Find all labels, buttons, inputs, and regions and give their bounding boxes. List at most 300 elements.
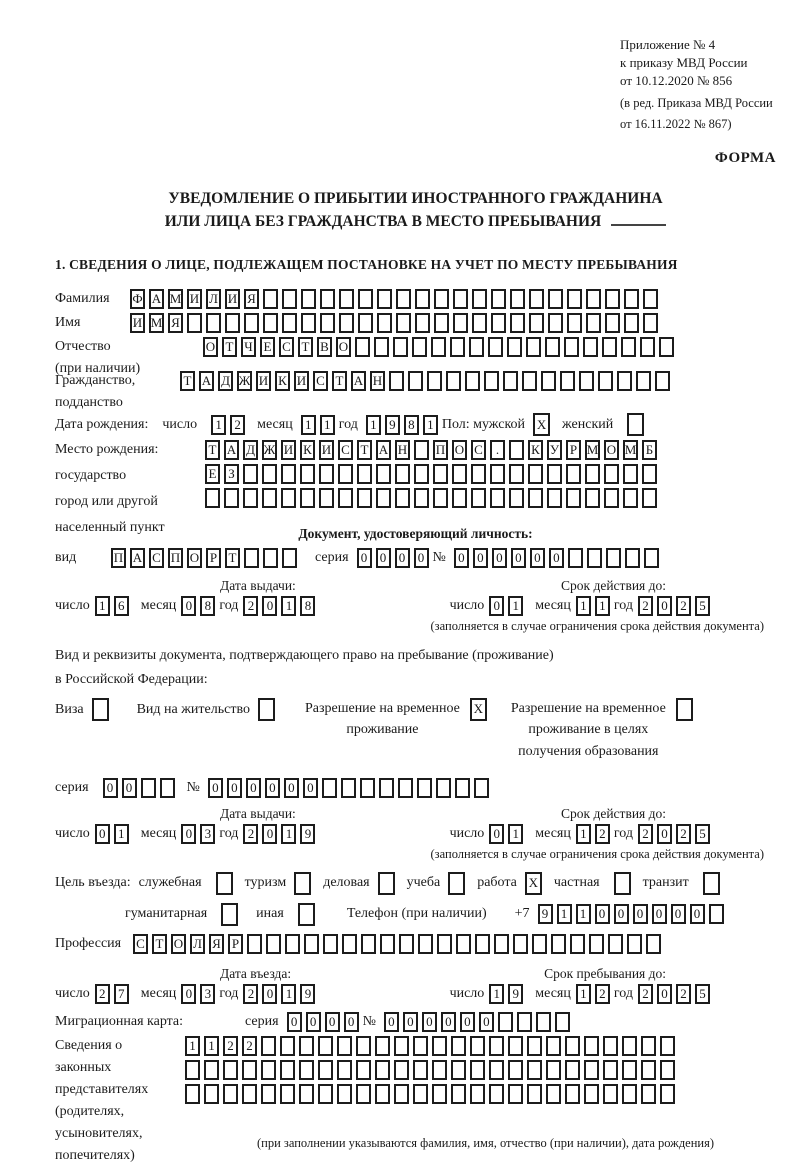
char-box[interactable]	[285, 934, 300, 954]
char-box[interactable]	[356, 1084, 371, 1104]
char-box[interactable]: В	[317, 337, 332, 357]
char-box[interactable]	[451, 1084, 466, 1104]
char-box[interactable]	[508, 1060, 523, 1080]
char-box[interactable]	[244, 548, 259, 568]
char-box[interactable]	[242, 1060, 257, 1080]
char-box[interactable]	[341, 778, 356, 798]
char-box[interactable]	[642, 464, 657, 484]
char-box[interactable]	[526, 337, 541, 357]
char-box[interactable]	[434, 289, 449, 309]
char-box[interactable]	[536, 1012, 551, 1032]
char-box[interactable]	[204, 1084, 219, 1104]
char-box[interactable]: 1	[185, 1036, 200, 1056]
char-box[interactable]	[621, 337, 636, 357]
char-box[interactable]: 0	[122, 778, 137, 798]
char-box[interactable]	[606, 548, 621, 568]
char-box[interactable]	[357, 464, 372, 484]
char-box[interactable]: Б	[642, 440, 657, 460]
char-box[interactable]	[399, 934, 414, 954]
char-box[interactable]	[640, 337, 655, 357]
char-box[interactable]	[452, 464, 467, 484]
char-box[interactable]	[528, 464, 543, 484]
char-box[interactable]: С	[313, 371, 328, 391]
char-box[interactable]	[433, 464, 448, 484]
char-box[interactable]	[527, 1060, 542, 1080]
char-box[interactable]	[395, 464, 410, 484]
char-box[interactable]	[242, 1084, 257, 1104]
char-box[interactable]	[617, 371, 632, 391]
char-box[interactable]	[318, 1036, 333, 1056]
char-box[interactable]: 0	[441, 1012, 456, 1032]
char-box[interactable]	[488, 337, 503, 357]
char-box[interactable]	[546, 1060, 561, 1080]
char-box[interactable]	[494, 934, 509, 954]
char-box[interactable]	[498, 1012, 513, 1032]
char-box[interactable]: 0	[657, 824, 672, 844]
char-box[interactable]: Т	[152, 934, 167, 954]
char-box[interactable]	[427, 371, 442, 391]
char-box[interactable]	[584, 1060, 599, 1080]
char-box[interactable]	[432, 1060, 447, 1080]
char-box[interactable]: 0	[325, 1012, 340, 1032]
char-box[interactable]: И	[187, 289, 202, 309]
char-box[interactable]	[709, 904, 724, 924]
char-box[interactable]	[393, 337, 408, 357]
char-box[interactable]: 0	[549, 548, 564, 568]
char-box[interactable]	[509, 464, 524, 484]
char-box[interactable]: 0	[492, 548, 507, 568]
char-box[interactable]: 1	[576, 984, 591, 1004]
char-box[interactable]: X	[533, 413, 550, 436]
char-box[interactable]	[375, 1036, 390, 1056]
char-box[interactable]	[471, 464, 486, 484]
char-box[interactable]: 2	[676, 824, 691, 844]
char-box[interactable]: 0	[103, 778, 118, 798]
char-box[interactable]: О	[203, 337, 218, 357]
char-box[interactable]	[446, 371, 461, 391]
char-box[interactable]: 0	[181, 984, 196, 1004]
char-box[interactable]	[527, 1036, 542, 1056]
char-box[interactable]	[299, 1084, 314, 1104]
char-box[interactable]	[676, 698, 693, 721]
char-box[interactable]: 7	[114, 984, 129, 1004]
char-box[interactable]	[605, 313, 620, 333]
char-box[interactable]	[451, 1060, 466, 1080]
char-box[interactable]: 0	[690, 904, 705, 924]
char-box[interactable]	[586, 313, 601, 333]
char-box[interactable]	[437, 934, 452, 954]
char-box[interactable]	[160, 778, 175, 798]
char-box[interactable]: 2	[243, 824, 258, 844]
char-box[interactable]	[394, 1084, 409, 1104]
char-box[interactable]	[655, 371, 670, 391]
char-box[interactable]	[247, 934, 262, 954]
char-box[interactable]: 1	[595, 596, 610, 616]
char-box[interactable]: 2	[595, 824, 610, 844]
char-box[interactable]: 1	[281, 596, 296, 616]
char-box[interactable]	[489, 1084, 504, 1104]
char-box[interactable]	[517, 1012, 532, 1032]
char-box[interactable]: X	[470, 698, 487, 721]
char-box[interactable]	[415, 289, 430, 309]
char-box[interactable]: А	[130, 548, 145, 568]
char-box[interactable]: А	[376, 440, 391, 460]
char-box[interactable]: 2	[223, 1036, 238, 1056]
char-box[interactable]: И	[130, 313, 145, 333]
char-box[interactable]: 1	[211, 415, 226, 435]
char-box[interactable]	[414, 464, 429, 484]
char-box[interactable]	[374, 337, 389, 357]
char-box[interactable]: 1	[576, 904, 591, 924]
char-box[interactable]: 0	[530, 548, 545, 568]
char-box[interactable]	[223, 1084, 238, 1104]
char-box[interactable]	[491, 289, 506, 309]
char-box[interactable]	[280, 1084, 295, 1104]
char-box[interactable]	[579, 371, 594, 391]
char-box[interactable]	[337, 1084, 352, 1104]
char-box[interactable]	[301, 289, 316, 309]
char-box[interactable]: И	[256, 371, 271, 391]
char-box[interactable]	[300, 464, 315, 484]
char-box[interactable]: 0	[284, 778, 299, 798]
char-box[interactable]	[337, 1036, 352, 1056]
char-box[interactable]: К	[300, 440, 315, 460]
char-box[interactable]: 2	[638, 984, 653, 1004]
char-box[interactable]: К	[275, 371, 290, 391]
char-box[interactable]	[377, 313, 392, 333]
char-box[interactable]: 1	[576, 596, 591, 616]
char-box[interactable]: К	[528, 440, 543, 460]
char-box[interactable]: 0	[473, 548, 488, 568]
char-box[interactable]	[258, 698, 275, 721]
char-box[interactable]: С	[338, 440, 353, 460]
char-box[interactable]: С	[133, 934, 148, 954]
char-box[interactable]	[413, 1084, 428, 1104]
char-box[interactable]: 2	[95, 984, 110, 1004]
char-box[interactable]	[528, 488, 543, 508]
char-box[interactable]	[565, 1036, 580, 1056]
char-box[interactable]: 1	[204, 1036, 219, 1056]
char-box[interactable]: X	[525, 872, 542, 895]
char-box[interactable]	[339, 289, 354, 309]
char-box[interactable]: О	[336, 337, 351, 357]
char-box[interactable]	[281, 488, 296, 508]
char-box[interactable]	[566, 488, 581, 508]
char-box[interactable]: Н	[370, 371, 385, 391]
char-box[interactable]	[358, 289, 373, 309]
char-box[interactable]	[564, 337, 579, 357]
char-box[interactable]: Р	[228, 934, 243, 954]
char-box[interactable]: А	[224, 440, 239, 460]
char-box[interactable]: 0	[657, 984, 672, 1004]
char-box[interactable]: 1	[301, 415, 316, 435]
char-box[interactable]: 2	[230, 415, 245, 435]
char-box[interactable]	[491, 313, 506, 333]
char-box[interactable]	[608, 934, 623, 954]
char-box[interactable]	[432, 1084, 447, 1104]
char-box[interactable]	[513, 934, 528, 954]
char-box[interactable]: П	[168, 548, 183, 568]
char-box[interactable]: О	[452, 440, 467, 460]
char-box[interactable]	[338, 464, 353, 484]
char-box[interactable]	[624, 289, 639, 309]
char-box[interactable]: Е	[205, 464, 220, 484]
char-box[interactable]	[598, 371, 613, 391]
char-box[interactable]	[548, 313, 563, 333]
char-box[interactable]	[339, 313, 354, 333]
char-box[interactable]: Т	[225, 548, 240, 568]
char-box[interactable]	[545, 337, 560, 357]
char-box[interactable]	[565, 1084, 580, 1104]
char-box[interactable]	[282, 289, 297, 309]
char-box[interactable]	[378, 872, 395, 895]
char-box[interactable]	[376, 488, 391, 508]
char-box[interactable]	[508, 1036, 523, 1056]
char-box[interactable]	[604, 464, 619, 484]
char-box[interactable]: П	[111, 548, 126, 568]
char-box[interactable]	[527, 1084, 542, 1104]
char-box[interactable]	[187, 313, 202, 333]
char-box[interactable]: 8	[200, 596, 215, 616]
char-box[interactable]: У	[547, 440, 562, 460]
char-box[interactable]	[355, 337, 370, 357]
char-box[interactable]	[414, 488, 429, 508]
char-box[interactable]	[282, 548, 297, 568]
char-box[interactable]: 0	[671, 904, 686, 924]
char-box[interactable]: 9	[538, 904, 553, 924]
char-box[interactable]: Т	[222, 337, 237, 357]
char-box[interactable]: 1	[366, 415, 381, 435]
char-box[interactable]: 1	[95, 596, 110, 616]
char-box[interactable]	[338, 488, 353, 508]
char-box[interactable]	[433, 488, 448, 508]
char-box[interactable]	[585, 464, 600, 484]
char-box[interactable]: 0	[208, 778, 223, 798]
char-box[interactable]	[304, 934, 319, 954]
char-box[interactable]	[624, 313, 639, 333]
char-box[interactable]	[452, 488, 467, 508]
char-box[interactable]: И	[281, 440, 296, 460]
char-box[interactable]: Т	[180, 371, 195, 391]
char-box[interactable]	[644, 548, 659, 568]
char-box[interactable]	[622, 1060, 637, 1080]
char-box[interactable]: 1	[576, 824, 591, 844]
char-box[interactable]: 3	[200, 984, 215, 1004]
char-box[interactable]	[244, 313, 259, 333]
char-box[interactable]	[585, 488, 600, 508]
char-box[interactable]: Я	[168, 313, 183, 333]
char-box[interactable]: 0	[633, 904, 648, 924]
char-box[interactable]	[450, 337, 465, 357]
char-box[interactable]	[263, 313, 278, 333]
char-box[interactable]	[337, 1060, 352, 1080]
char-box[interactable]	[471, 488, 486, 508]
char-box[interactable]: Ж	[237, 371, 252, 391]
char-box[interactable]: 0	[376, 548, 391, 568]
char-box[interactable]: 8	[404, 415, 419, 435]
char-box[interactable]: 0	[265, 778, 280, 798]
char-box[interactable]: Ф	[130, 289, 145, 309]
char-box[interactable]	[532, 934, 547, 954]
char-box[interactable]	[522, 371, 537, 391]
char-box[interactable]: 1	[557, 904, 572, 924]
char-box[interactable]: 1	[508, 596, 523, 616]
char-box[interactable]: Н	[395, 440, 410, 460]
char-box[interactable]: 1	[508, 824, 523, 844]
char-box[interactable]	[507, 337, 522, 357]
char-box[interactable]	[475, 934, 490, 954]
char-box[interactable]	[568, 548, 583, 568]
char-box[interactable]	[503, 371, 518, 391]
char-box[interactable]	[395, 488, 410, 508]
char-box[interactable]	[529, 289, 544, 309]
char-box[interactable]: Д	[218, 371, 233, 391]
char-box[interactable]	[660, 1060, 675, 1080]
char-box[interactable]	[263, 289, 278, 309]
char-box[interactable]: А	[351, 371, 366, 391]
char-box[interactable]: 8	[300, 596, 315, 616]
char-box[interactable]: 1	[423, 415, 438, 435]
char-box[interactable]: 0	[595, 904, 610, 924]
char-box[interactable]	[221, 903, 238, 926]
char-box[interactable]: 2	[243, 984, 258, 1004]
char-box[interactable]	[584, 1084, 599, 1104]
char-box[interactable]: Я	[244, 289, 259, 309]
char-box[interactable]	[185, 1060, 200, 1080]
char-box[interactable]	[547, 464, 562, 484]
char-box[interactable]	[603, 1036, 618, 1056]
char-box[interactable]	[396, 313, 411, 333]
char-box[interactable]: С	[471, 440, 486, 460]
char-box[interactable]: 2	[243, 596, 258, 616]
char-box[interactable]	[455, 778, 470, 798]
char-box[interactable]	[448, 872, 465, 895]
char-box[interactable]	[318, 1060, 333, 1080]
char-box[interactable]	[451, 1036, 466, 1056]
char-box[interactable]: 3	[200, 824, 215, 844]
char-box[interactable]	[299, 1036, 314, 1056]
char-box[interactable]: 2	[676, 596, 691, 616]
char-box[interactable]	[356, 1060, 371, 1080]
char-box[interactable]	[565, 1060, 580, 1080]
char-box[interactable]	[623, 464, 638, 484]
char-box[interactable]	[641, 1084, 656, 1104]
char-box[interactable]: 0	[262, 824, 277, 844]
char-box[interactable]: 0	[454, 548, 469, 568]
char-box[interactable]	[299, 1060, 314, 1080]
char-box[interactable]	[261, 1060, 276, 1080]
char-box[interactable]	[280, 1036, 295, 1056]
char-box[interactable]	[636, 371, 651, 391]
char-box[interactable]	[490, 488, 505, 508]
char-box[interactable]	[603, 1084, 618, 1104]
char-box[interactable]	[298, 903, 315, 926]
char-box[interactable]	[320, 313, 335, 333]
char-box[interactable]	[586, 289, 601, 309]
char-box[interactable]	[398, 778, 413, 798]
char-box[interactable]: 0	[422, 1012, 437, 1032]
char-box[interactable]	[185, 1084, 200, 1104]
char-box[interactable]	[206, 313, 221, 333]
char-box[interactable]	[566, 464, 581, 484]
char-box[interactable]: 0	[262, 984, 277, 1004]
char-box[interactable]	[660, 1084, 675, 1104]
char-box[interactable]	[583, 337, 598, 357]
char-box[interactable]	[456, 934, 471, 954]
char-box[interactable]: 6	[114, 596, 129, 616]
char-box[interactable]	[389, 371, 404, 391]
char-box[interactable]	[376, 464, 391, 484]
char-box[interactable]	[625, 548, 640, 568]
char-box[interactable]	[472, 289, 487, 309]
char-box[interactable]: 0	[489, 824, 504, 844]
char-box[interactable]	[490, 464, 505, 484]
char-box[interactable]	[587, 548, 602, 568]
char-box[interactable]: 1	[114, 824, 129, 844]
char-box[interactable]	[603, 1060, 618, 1080]
char-box[interactable]: 0	[395, 548, 410, 568]
char-box[interactable]: 0	[227, 778, 242, 798]
char-box[interactable]	[470, 1060, 485, 1080]
char-box[interactable]	[418, 934, 433, 954]
char-box[interactable]	[642, 488, 657, 508]
char-box[interactable]: 5	[695, 984, 710, 1004]
char-box[interactable]	[375, 1084, 390, 1104]
char-box[interactable]: 1	[489, 984, 504, 1004]
char-box[interactable]	[602, 337, 617, 357]
char-box[interactable]	[412, 337, 427, 357]
char-box[interactable]: 0	[287, 1012, 302, 1032]
char-box[interactable]	[342, 934, 357, 954]
char-box[interactable]	[263, 548, 278, 568]
char-box[interactable]: З	[224, 464, 239, 484]
char-box[interactable]	[413, 1036, 428, 1056]
char-box[interactable]	[301, 313, 316, 333]
char-box[interactable]	[589, 934, 604, 954]
char-box[interactable]	[453, 313, 468, 333]
char-box[interactable]: А	[199, 371, 214, 391]
char-box[interactable]: 2	[638, 596, 653, 616]
char-box[interactable]: 0	[306, 1012, 321, 1032]
char-box[interactable]	[92, 698, 109, 721]
char-box[interactable]	[377, 289, 392, 309]
char-box[interactable]: 2	[676, 984, 691, 1004]
char-box[interactable]: Р	[206, 548, 221, 568]
char-box[interactable]	[659, 337, 674, 357]
char-box[interactable]	[489, 1060, 504, 1080]
char-box[interactable]	[266, 934, 281, 954]
char-box[interactable]	[614, 872, 631, 895]
char-box[interactable]	[541, 371, 556, 391]
char-box[interactable]	[243, 464, 258, 484]
char-box[interactable]	[474, 778, 489, 798]
char-box[interactable]	[567, 313, 582, 333]
char-box[interactable]	[282, 313, 297, 333]
char-box[interactable]: О	[171, 934, 186, 954]
char-box[interactable]	[546, 1084, 561, 1104]
char-box[interactable]: 0	[357, 548, 372, 568]
char-box[interactable]	[529, 313, 544, 333]
char-box[interactable]	[436, 778, 451, 798]
char-box[interactable]	[261, 1036, 276, 1056]
char-box[interactable]	[216, 872, 233, 895]
char-box[interactable]	[262, 488, 277, 508]
char-box[interactable]	[646, 934, 661, 954]
char-box[interactable]: Т	[332, 371, 347, 391]
char-box[interactable]	[394, 1036, 409, 1056]
char-box[interactable]	[510, 289, 525, 309]
char-box[interactable]: С	[149, 548, 164, 568]
